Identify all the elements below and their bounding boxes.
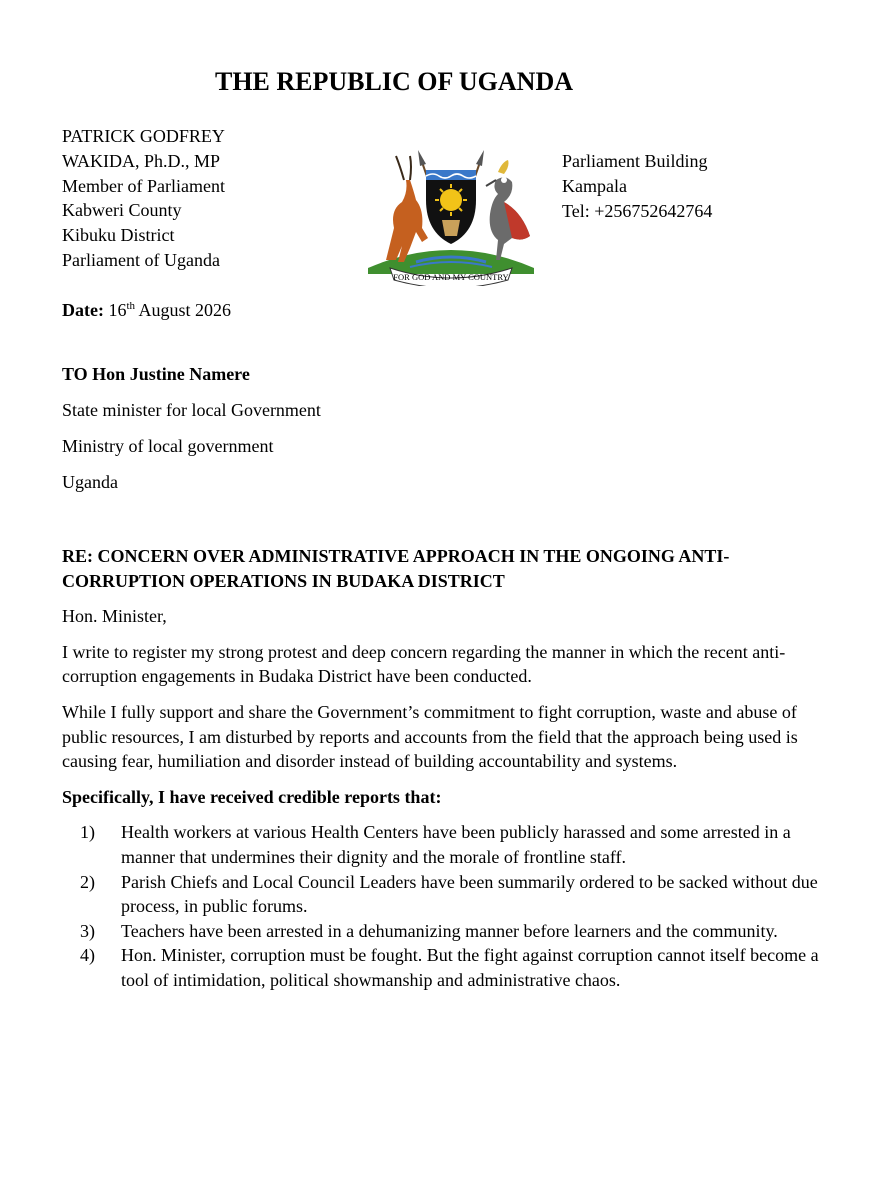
sender-name-line-2: WAKIDA, Ph.D., MP (62, 150, 221, 171)
body-paragraph-2: While I fully support and share the Government’s commitment to fight corruption, waste and abuse of public resources, I am disturbed by reports and accounts from the field that the approach being used is causing fear, humiliation and disorder instead of building accountability and systems. (62, 701, 798, 772)
recipient-ministry: Ministry of local government (62, 436, 274, 456)
sender-district: Kibuku District (62, 225, 175, 246)
body-paragraph-1: I write to register my strong protest and deep concern regarding the manner in which the recent anti-corruption engagements in Budaka District have been conducted. (62, 641, 786, 687)
sender-constituency: Kabweri County (62, 200, 182, 221)
letter-date (62, 297, 231, 323)
letter-heading: THE REPUBLIC OF UGANDA (214, 67, 573, 96)
address-city: Kampala (562, 175, 627, 196)
recipient-name: TO Hon Justine Namere (62, 364, 250, 384)
reports-list (62, 820, 842, 992)
sender-role: Member of Parliament (62, 175, 225, 196)
address-block (562, 149, 812, 223)
address-phone: Tel: +256752642764 (562, 200, 713, 221)
coat-of-arms-emblem (346, 140, 556, 286)
sender-institution: Parliament of Uganda (62, 249, 220, 270)
date-month-year: August 2026 (135, 300, 232, 320)
address-building: Parliament Building (562, 151, 708, 171)
date-label: Date: (62, 300, 104, 320)
list-item: 1) Health workers at various Health Centers have been publicly harassed and some arrested in a manner that undermines their dignity and the morale of frontline staff. (80, 822, 791, 867)
date-day: 16 (108, 300, 127, 320)
reports-heading: Specifically, I have received credible reports that: (62, 786, 442, 807)
sender-name-line-1: PATRICK GODFREY (62, 126, 225, 146)
list-item: 4) Hon. Minister, corruption must be fought. But the fight against corruption cannot itself become a tool of intimidation, political showmanship and administrative chaos. (80, 945, 819, 990)
recipient-country: Uganda (62, 472, 118, 492)
list-item: 2) Parish Chiefs and Local Council Leaders have been summarily ordered to be sacked without due process, in public forums. (80, 871, 818, 917)
recipient-title: State minister for local Government (62, 400, 321, 420)
salutation: Hon. Minister, (62, 606, 167, 627)
recipient-block (62, 362, 562, 506)
crest-motto-text: FOR GOD AND MY COUNTRY (393, 272, 509, 282)
list-item: 3) Teachers have been arrested in a dehumanizing manner before learners and the community. (80, 920, 778, 941)
date-day-suffix: th (126, 300, 136, 312)
letter-subject: RE: CONCERN OVER ADMINISTRATIVE APPROACH IN THE ONGOING ANTI-CORRUPTION OPERATIONS IN BUDAKA DISTRICT (62, 546, 730, 591)
sender-block (62, 124, 322, 273)
letter-body (62, 544, 842, 993)
